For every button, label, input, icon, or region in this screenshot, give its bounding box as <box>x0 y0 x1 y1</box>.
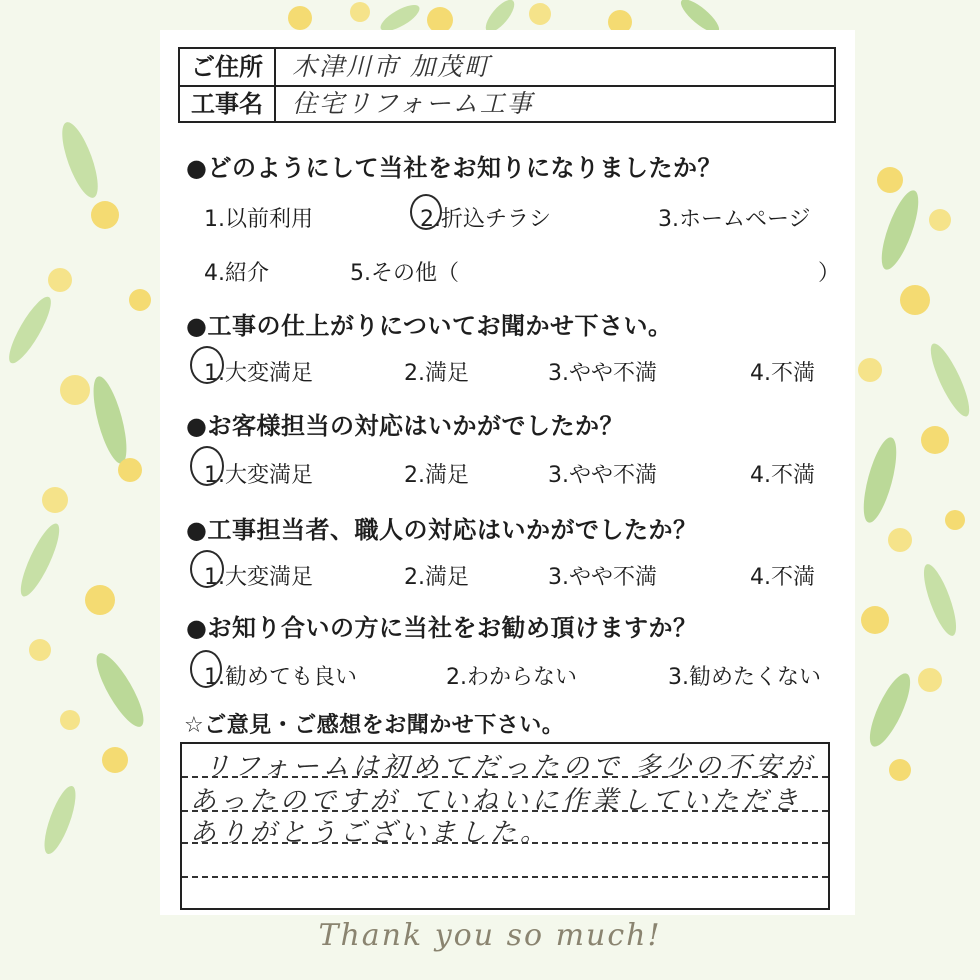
selection-circle <box>190 446 224 486</box>
selection-circle <box>190 550 224 588</box>
q5-option-3[interactable]: 3.勧めたくない <box>668 665 821 690</box>
comment-line-2: あったのですが ていねいに作業していただき <box>190 786 803 816</box>
q2-option-2[interactable]: 2.満足 <box>404 361 469 386</box>
q1-option-2[interactable]: 2.折込チラシ <box>420 207 551 232</box>
address-row <box>180 49 834 87</box>
selection-circle <box>190 346 224 384</box>
q1-option-1[interactable]: 1.以前利用 <box>204 207 313 232</box>
q4-option-1[interactable]: 1.大変満足 <box>204 565 313 590</box>
q2-option-4[interactable]: 4.不満 <box>750 361 815 386</box>
q4-option-2[interactable]: 2.満足 <box>404 565 469 590</box>
q3-option-3[interactable]: 3.やや不満 <box>548 463 657 488</box>
comment-line-3: ありがとうございました。 <box>190 818 551 848</box>
q3-option-2[interactable]: 2.満足 <box>404 463 469 488</box>
thank-you-signature: Thank you so much! <box>318 918 662 953</box>
header-table <box>178 47 836 123</box>
q2-option-3[interactable]: 3.やや不満 <box>548 361 657 386</box>
address-value: 木津川市 加茂町 <box>292 52 491 81</box>
q1-option-5-close: ） <box>818 261 841 286</box>
q5-option-2[interactable]: 2.わからない <box>446 665 577 690</box>
question-4: ●工事担当者、職人の対応はいかがでしたか？ <box>186 516 698 544</box>
q1-option-5[interactable]: 5.その他（ <box>350 261 459 286</box>
q1-option-4[interactable]: 4.紹介 <box>204 261 269 286</box>
address-label: ご住所 <box>180 49 276 85</box>
question-5: ●お知り合いの方に当社をお勧め頂けますか？ <box>186 614 698 642</box>
question-2: ●工事の仕上がりについてお聞かせ下さい。 <box>186 312 673 340</box>
comment-line-1: リフォームは初めてだったので 多少の不安が <box>204 752 815 782</box>
comments-box <box>180 742 830 910</box>
work-label: 工事名 <box>180 86 276 122</box>
q4-option-4[interactable]: 4.不満 <box>750 565 815 590</box>
ruled-line <box>182 876 828 878</box>
q2-option-1[interactable]: 1.大変満足 <box>204 361 313 386</box>
q4-option-3[interactable]: 3.やや不満 <box>548 565 657 590</box>
q5-option-1[interactable]: 1.勧めても良い <box>204 665 357 690</box>
q3-option-1[interactable]: 1.大変満足 <box>204 463 313 488</box>
selection-circle <box>190 650 222 688</box>
work-row <box>180 86 834 122</box>
comments-heading: ☆ご意見・ご感想をお聞かせ下さい。 <box>184 713 565 738</box>
redaction <box>700 53 830 81</box>
question-1: ●どのようにして当社をお知りになりましたか？ <box>186 154 722 182</box>
q3-option-4[interactable]: 4.不満 <box>750 463 815 488</box>
selection-circle <box>410 194 442 230</box>
work-value: 住宅リフォーム工事 <box>292 89 534 118</box>
q1-option-3[interactable]: 3.ホームページ <box>658 207 811 232</box>
question-3: ●お客様担当の対応はいかがでしたか？ <box>186 412 624 440</box>
